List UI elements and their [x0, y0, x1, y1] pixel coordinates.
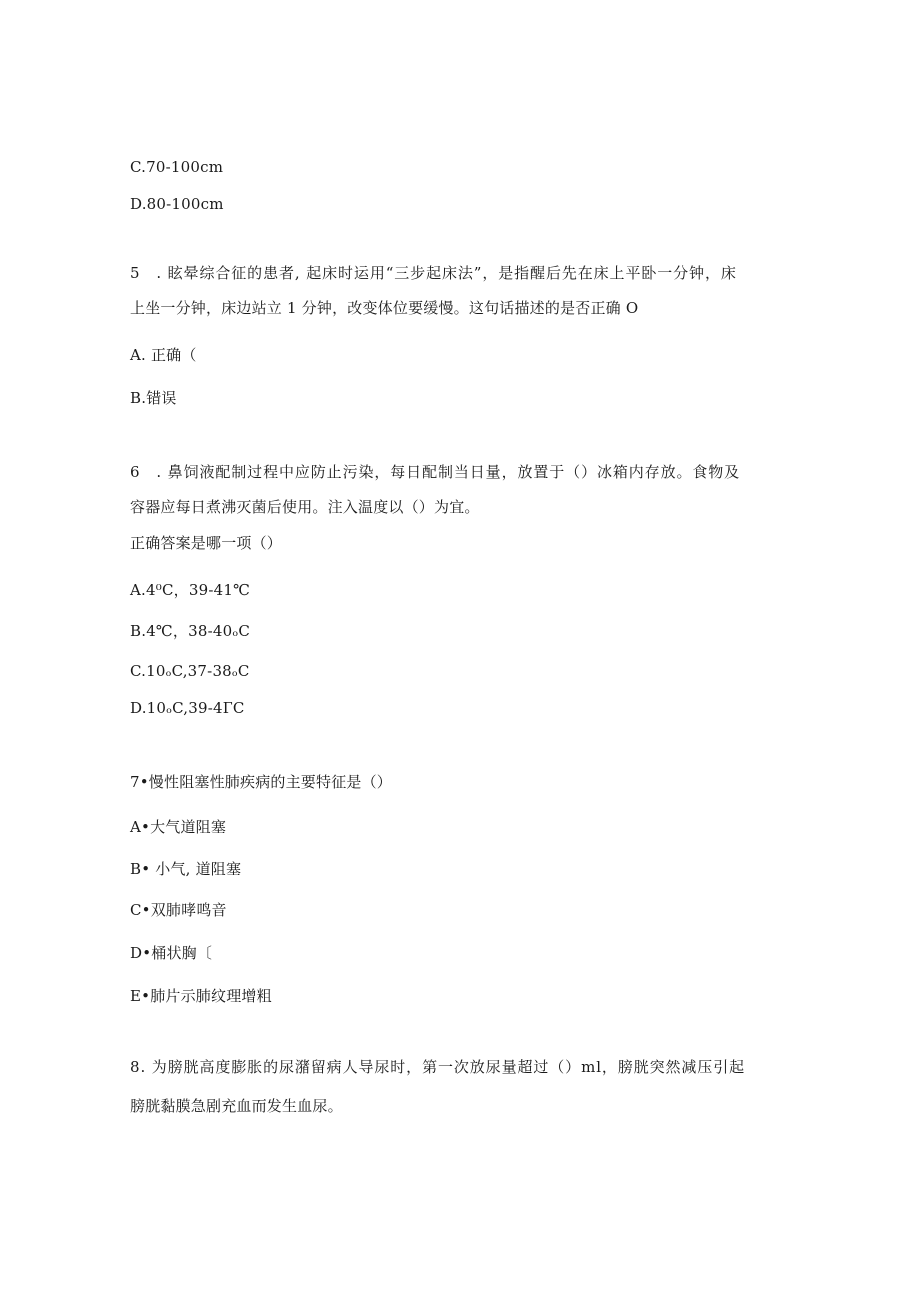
question-5-stem-line1: 5 . 眩晕综合征的患者, 起床时运用“三步起床法”，是指醒后先在床上平卧一分钟，床 [130, 264, 737, 282]
question-6-option-b: B.4℃，38-40ₒC [130, 622, 251, 640]
question-6-option-c: C.10ₒC,37-38ₒC [130, 662, 250, 680]
question-7-option-b: B• 小气, 道阻塞 [130, 860, 242, 878]
question-6-option-d: D.10ₒC,39-4ГC [130, 699, 245, 717]
question-5-stem-line2: 上坐一分钟，床边站立 1 分钟，改变体位要缓慢。这句话描述的是否正确 O [130, 299, 639, 317]
question-5-option-b: B.错误 [130, 389, 177, 407]
option-c-prev: C.70-100cm [130, 158, 224, 176]
question-7-stem: 7•慢性阻塞性肺疾病的主要特征是（） [130, 773, 392, 791]
question-8-stem-line2: 膀胱黏膜急剧充血而发生血尿。 [130, 1097, 343, 1115]
question-7-option-a: A•大气道阻塞 [130, 818, 227, 836]
question-7-option-d: D•桶状胸〔 [130, 944, 213, 962]
question-8-stem-line1: 8. 为膀胱高度膨胀的尿潴留病人导尿时，第一次放尿量超过（）ml，膀胱突然减压引起 [130, 1058, 746, 1076]
option-d-prev: D.80-100cm [130, 195, 224, 213]
question-6-option-a: A.4⁰C，39-41℃ [130, 581, 251, 599]
question-7-option-c: C•双肺哮鸣音 [130, 901, 227, 919]
question-6-stem-line2: 容器应每日煮沸灭菌后使用。注入温度以（）为宜。 [130, 498, 480, 516]
question-6-stem-line3: 正确答案是哪一项（） [130, 534, 283, 552]
question-5-option-a: A. 正确（ [130, 346, 197, 364]
question-6-stem-line1: 6 . 鼻饲液配制过程中应防止污染，每日配制当日量，放置于（）冰箱内存放。食物及 [130, 463, 741, 481]
question-7-option-e: E•肺片示肺纹理增粗 [130, 987, 272, 1005]
